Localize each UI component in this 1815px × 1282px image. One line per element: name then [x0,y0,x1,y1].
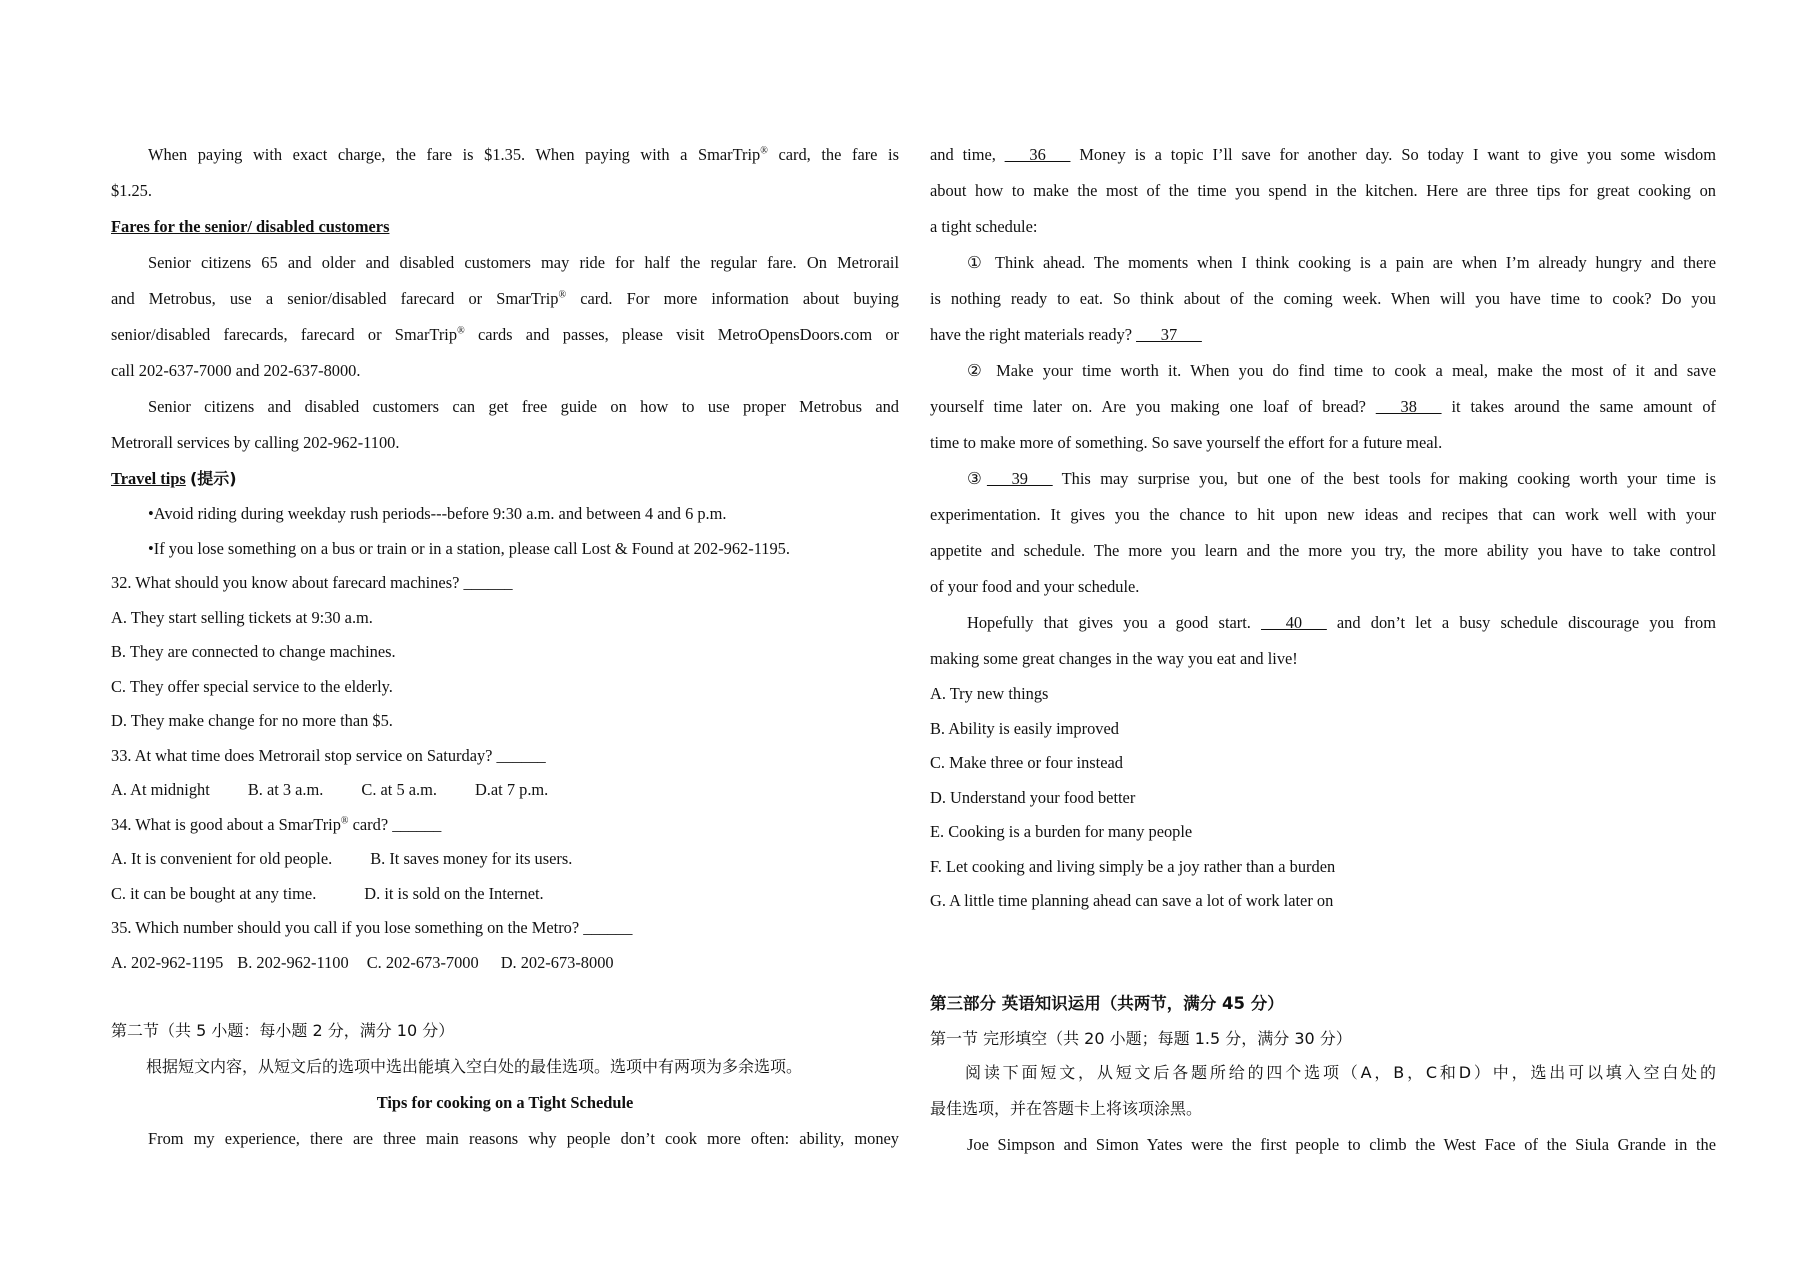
section-1-title: 第一节 完形填空（共 20 小题；每题 1.5 分，满分 30 分） [930,1028,1352,1048]
question-options-row: A. 202-962-1195 B. 202-962-1100 C. 202-673-7000 D. 202-673-8000 [111,952,614,972]
article-paragraph-line: and time, ___36___ Money is a topic I’ll save for another day. So today I want to give you some wisdom [930,145,1716,164]
question-option: C. They offer special service to the elderly. [111,676,393,696]
guide-paragraph-line: Metrorall services by calling 202-962-1100. [111,433,400,452]
article-paragraph-line: have the right materials ready? ___37___ [930,325,1202,344]
senior-fares-heading: Fares for the senior/ disabled customers [111,217,390,236]
question-options-row: A. At midnight B. at 3 a.m. C. at 5 a.m. D.at 7 p.m. [111,780,549,799]
senior-paragraph-line: Senior citizens 65 and older and disabled customers may ride for half the regular fare. On Metrorail [148,253,899,272]
answer-option: A. Try new things [930,684,1049,703]
section-1-instructions: 最佳选项，并在答题卡上将该项涂黑。 [930,1098,1203,1118]
answer-option: G. A little time planning ahead can save a lot of work later on [930,891,1334,910]
senior-paragraph-line: senior/disabled farecards, farecard or SmarTrip® cards and passes, please visit MetroOpensDoors.com or [111,325,899,344]
article-paragraph-line: a tight schedule: [930,217,1038,236]
answer-option: E. Cooking is a burden for many people [930,822,1193,841]
article-paragraph-line: appetite and schedule. The more you learn and the more you try, the more ability you have to take control [930,541,1716,560]
article-paragraph-line: ② Make your time worth it. When you do find time to cook a meal, make the most of it and save [967,361,1716,380]
article-paragraph-line: of your food and your schedule. [930,577,1140,596]
blank-36: ___36___ [1004,145,1071,164]
answer-option: F. Let cooking and living simply be a joy rather than a burden [930,856,1336,876]
question-32: 32. What should you know about farecard machines? ______ [111,573,513,592]
article-paragraph-line: From my experience, there are three main reasons why people don’t cook more often: ability, money [148,1129,899,1148]
section-2-title: 第二节（共 5 小题：每小题 2 分，满分 10 分） [111,1021,455,1040]
question-option: B. They are connected to change machines. [111,642,396,661]
right-column [930,137,1716,1163]
blank-37: ___37___ [1136,325,1202,344]
article-paragraph-line: Hopefully that gives you a good start. ___40___ and don’t let a busy schedule discourage you from [967,613,1716,632]
section-1-instructions: 阅读下面短文，从短文后各题所给的四个选项（A，B，C和D）中，选出可以填入空白处的 [965,1062,1716,1082]
fare-paragraph-line: When paying with exact charge, the fare is $1.35. When paying with a SmarTrip® card, the fare is [148,145,899,164]
section-2-instructions: 根据短文内容，从短文后的选项中选出能填入空白处的最佳选项。选项中有两项为多余选项。 [146,1057,803,1076]
question-option: A. They start selling tickets at 9:30 a.m. [111,607,373,627]
answer-option: C. Make three or four instead [930,753,1123,772]
question-35: 35. Which number should you call if you lose something on the Metro? ______ [111,918,633,937]
blank-40: ___40___ [1261,613,1327,632]
answer-option: B. Ability is easily improved [930,718,1119,738]
article-paragraph-line: making some great changes in the way you eat and live! [930,649,1298,668]
article-paragraph-line: about how to make the most of the time you spend in the kitchen. Here are three tips for great cooking on [930,181,1716,200]
passage-line: Joe Simpson and Simon Yates were the first people to climb the West Face of the Siula Grande in the [967,1134,1716,1154]
article-title: Tips for cooking on a Tight Schedule [376,1093,634,1112]
question-33: 33. At what time does Metrorail stop service on Saturday? ______ [111,745,546,765]
senior-paragraph-line: call 202-637-7000 and 202-637-8000. [111,361,361,380]
fare-paragraph-line: $1.25. [111,181,152,200]
article-paragraph-line: experimentation. It gives you the chance to hit upon new ideas and recipes that can work well with your [930,505,1716,524]
blank-38: ___38___ [1375,397,1442,416]
travel-tips-heading: Travel tips (提示) [111,469,237,488]
answer-option: D. Understand your food better [930,787,1136,807]
blank-39: ___39___ [987,469,1053,488]
question-34: 34. What is good about a SmarTrip® card? ______ [111,814,442,834]
article-paragraph-line: time to make more of something. So save yourself the effort for a future meal. [930,433,1443,452]
left-column [111,137,899,1157]
guide-paragraph-line: Senior citizens and disabled customers can get free guide on how to use proper Metrobus and [148,397,899,416]
question-options-row: C. it can be bought at any time. D. it is sold on the Internet. [111,883,544,903]
article-paragraph-line: yourself time later on. Are you making one loaf of bread? ___38___ it takes around the same amount of [930,397,1716,416]
article-paragraph-line: ① Think ahead. The moments when I think cooking is a pain are when I’m already hungry and there [967,253,1716,272]
travel-tip: •Avoid riding during weekday rush periods---before 9:30 a.m. and between 4 and 6 p.m. [148,504,727,523]
senior-paragraph-line: and Metrobus, use a senior/disabled farecard or SmarTrip® card. For more information about buying [111,289,899,308]
article-paragraph-line: is nothing ready to eat. So think about of the coming week. When will you have time to cook? Do you [930,289,1716,308]
part-3-title: 第三部分 英语知识运用（共两节，满分 45 分） [930,993,1284,1013]
travel-tip: •If you lose something on a bus or train or in a station, please call Lost & Found at 202-962-1195. [148,538,790,558]
question-option: D. They make change for no more than $5. [111,711,393,730]
question-options-row: A. It is convenient for old people. B. It saves money for its users. [111,849,573,868]
article-paragraph-line: ③___39___ This may surprise you, but one of the best tools for making cooking worth your time is [967,469,1716,488]
